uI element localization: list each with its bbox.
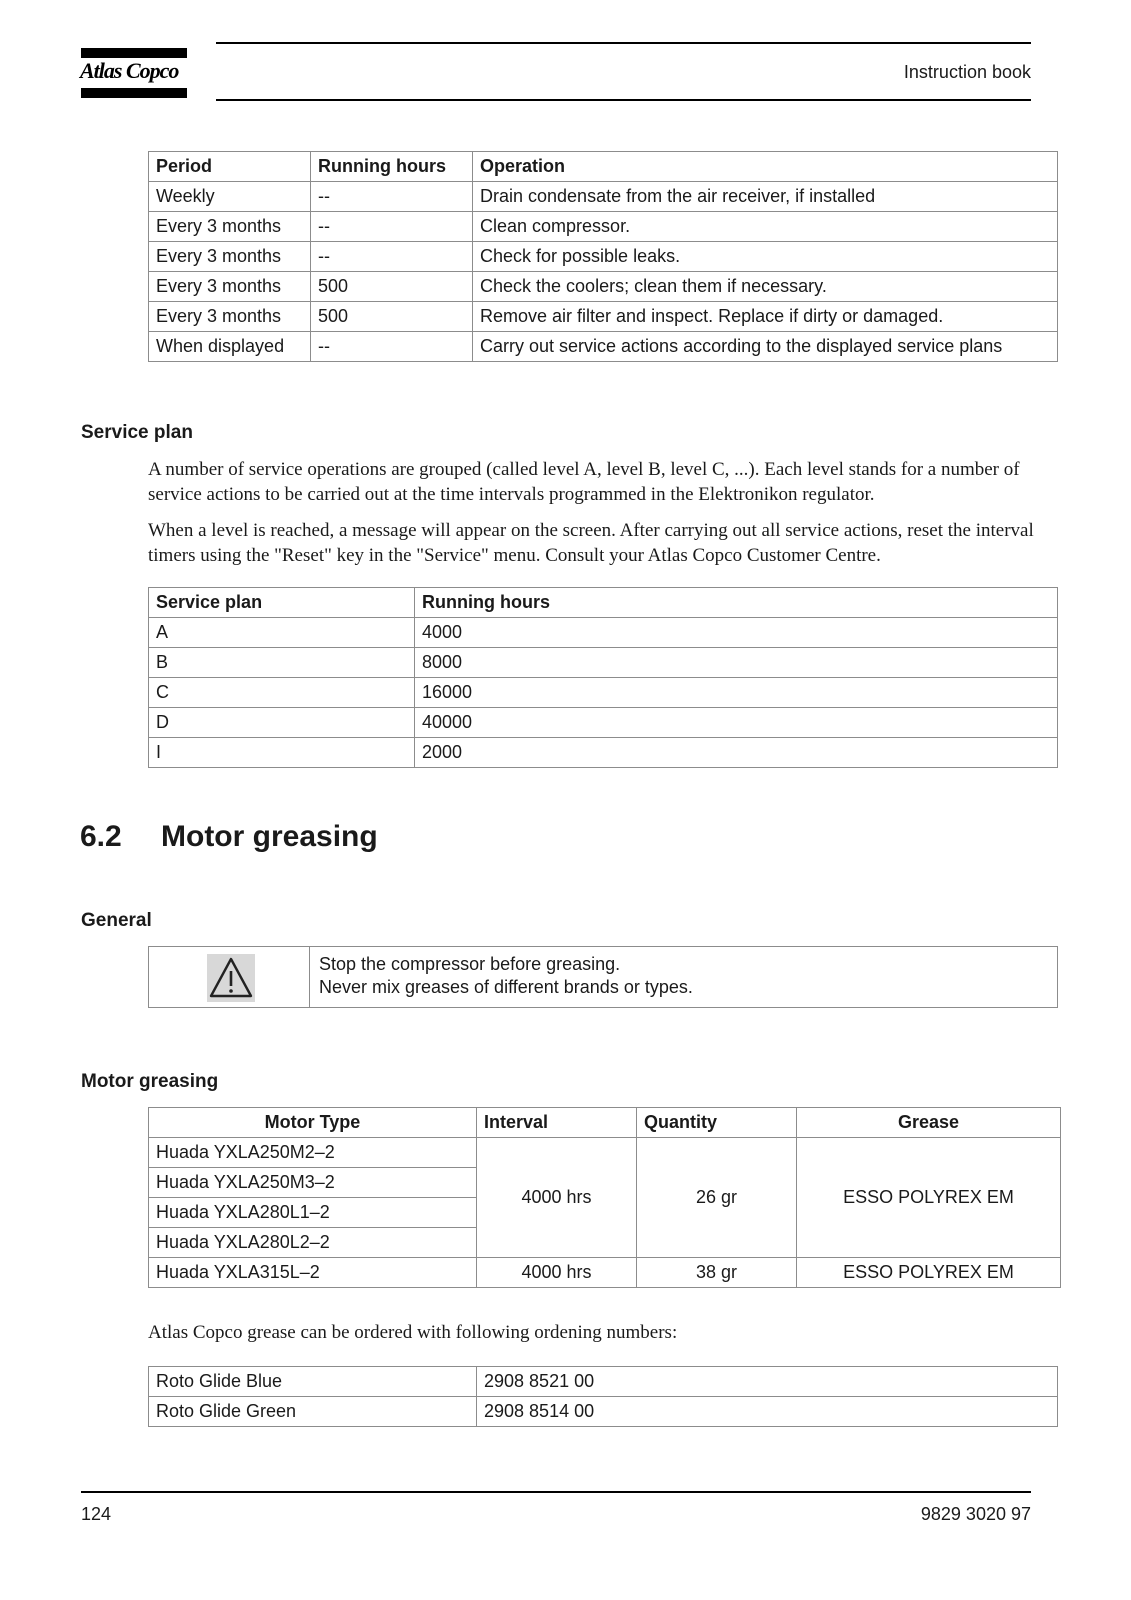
column-header: Running hours — [311, 152, 473, 182]
hours-cell: 8000 — [415, 648, 1058, 678]
hours-cell: 40000 — [415, 708, 1058, 738]
period-cell: When displayed — [149, 332, 311, 362]
header-rule-bottom — [216, 99, 1031, 101]
grease-cell: ESSO POLYREX EM — [797, 1138, 1061, 1258]
footer-rule — [81, 1491, 1031, 1493]
operation-cell: Check the coolers; clean them if necessary. — [473, 272, 1058, 302]
grease-name-cell: Roto Glide Blue — [149, 1367, 477, 1397]
column-header: Service plan — [149, 588, 415, 618]
plan-cell: D — [149, 708, 415, 738]
operation-cell: Drain condensate from the air receiver, if installed — [473, 182, 1058, 212]
table-row — [149, 648, 1058, 678]
interval-cell: 4000 hrs — [477, 1138, 637, 1258]
quantity-cell: 38 gr — [637, 1258, 797, 1288]
order-numbers-table — [148, 1366, 1058, 1427]
motor-greasing-table — [148, 1107, 1061, 1288]
service-plan-table — [148, 587, 1058, 768]
table-header-row — [149, 1108, 1061, 1138]
operation-cell: Clean compressor. — [473, 212, 1058, 242]
column-header: Motor Type — [149, 1108, 477, 1138]
period-cell: Every 3 months — [149, 302, 311, 332]
period-cell: Every 3 months — [149, 272, 311, 302]
column-header: Operation — [473, 152, 1058, 182]
motor-type-cell: Huada YXLA250M3–2 — [149, 1168, 477, 1198]
plan-cell: I — [149, 738, 415, 768]
operation-cell: Check for possible leaks. — [473, 242, 1058, 272]
logo-bar-top — [81, 48, 187, 58]
table-header-row — [149, 588, 1058, 618]
table-row — [149, 332, 1058, 362]
hours-cell: 4000 — [415, 618, 1058, 648]
document-number: 9829 3020 97 — [920, 1504, 1031, 1524]
running-hours-cell: 500 — [311, 302, 473, 332]
running-hours-cell: -- — [311, 212, 473, 242]
motor-type-cell: Huada YXLA250M2–2 — [149, 1138, 477, 1168]
interval-cell: 4000 hrs — [477, 1258, 637, 1288]
grease-cell: ESSO POLYREX EM — [797, 1258, 1061, 1288]
warning-icon-cell — [149, 947, 310, 1007]
table-row — [149, 618, 1058, 648]
section-title: Motor greasing — [161, 820, 378, 853]
ordering-text: Atlas Copco grease can be ordered with following ordening numbers: — [148, 1322, 678, 1343]
operation-cell: Carry out service actions according to the displayed service plans — [473, 332, 1058, 362]
hours-cell: 16000 — [415, 678, 1058, 708]
running-hours-cell: -- — [311, 182, 473, 212]
operation-cell: Remove air filter and inspect. Replace if dirty or damaged. — [473, 302, 1058, 332]
service-plan-paragraph-1: A number of service operations are grouped (called level A, level B, level C, ...). Each level stands for a number of service actions to be carried out at the time intervals programmed in the Elektronikon regulator. — [148, 459, 1020, 505]
table-row — [149, 1138, 1061, 1168]
table-row — [149, 708, 1058, 738]
warning-line-2: Never mix greases of different brands or types. — [319, 977, 693, 997]
table-header-row — [149, 152, 1058, 182]
service-plan-heading: Service plan — [81, 422, 193, 443]
motor-type-cell: Huada YXLA315L–2 — [149, 1258, 477, 1288]
general-heading: General — [81, 910, 152, 931]
column-header: Period — [149, 152, 311, 182]
order-number-cell: 2908 8521 00 — [477, 1367, 1058, 1397]
table-row — [149, 302, 1058, 332]
order-number-cell: 2908 8514 00 — [477, 1397, 1058, 1427]
logo-bar-bottom — [81, 88, 187, 98]
table-row — [149, 1258, 1061, 1288]
warning-line-1: Stop the compressor before greasing. — [319, 954, 621, 974]
warning-box — [148, 946, 1058, 1008]
motor-type-cell: Huada YXLA280L1–2 — [149, 1198, 477, 1228]
column-header: Running hours — [415, 588, 1058, 618]
warning-triangle-icon — [207, 954, 255, 1002]
table-row — [149, 182, 1058, 212]
table-row — [149, 242, 1058, 272]
logo: Atlas Copco — [80, 58, 179, 83]
grease-name-cell: Roto Glide Green — [149, 1397, 477, 1427]
motor-greasing-heading: Motor greasing — [81, 1071, 219, 1092]
table-row — [149, 212, 1058, 242]
page-number: 124 — [81, 1504, 112, 1524]
table-row — [149, 678, 1058, 708]
plan-cell: C — [149, 678, 415, 708]
running-hours-cell: 500 — [311, 272, 473, 302]
plan-cell: A — [149, 618, 415, 648]
section-number: 6.2 — [80, 820, 122, 853]
header-title: Instruction book — [903, 62, 1031, 82]
running-hours-cell: -- — [311, 332, 473, 362]
period-cell: Every 3 months — [149, 212, 311, 242]
table-row — [149, 1367, 1058, 1397]
running-hours-cell: -- — [311, 242, 473, 272]
maintenance-table — [148, 151, 1058, 362]
table-row — [149, 1397, 1058, 1427]
period-cell: Weekly — [149, 182, 311, 212]
motor-type-cell: Huada YXLA280L2–2 — [149, 1228, 477, 1258]
table-row — [149, 738, 1058, 768]
service-plan-paragraph-2: When a level is reached, a message will appear on the screen. After carrying out all service actions, reset the interval timers using the "Reset" key in the "Service" menu. Consult your Atlas Copco Customer Centre. — [148, 520, 1034, 566]
plan-cell: B — [149, 648, 415, 678]
hours-cell: 2000 — [415, 738, 1058, 768]
header-rule-top — [216, 42, 1031, 44]
table-row — [149, 272, 1058, 302]
period-cell: Every 3 months — [149, 242, 311, 272]
warning-text — [319, 953, 693, 999]
quantity-cell: 26 gr — [637, 1138, 797, 1258]
column-header: Quantity — [637, 1108, 797, 1138]
column-header: Interval — [477, 1108, 637, 1138]
column-header: Grease — [797, 1108, 1061, 1138]
